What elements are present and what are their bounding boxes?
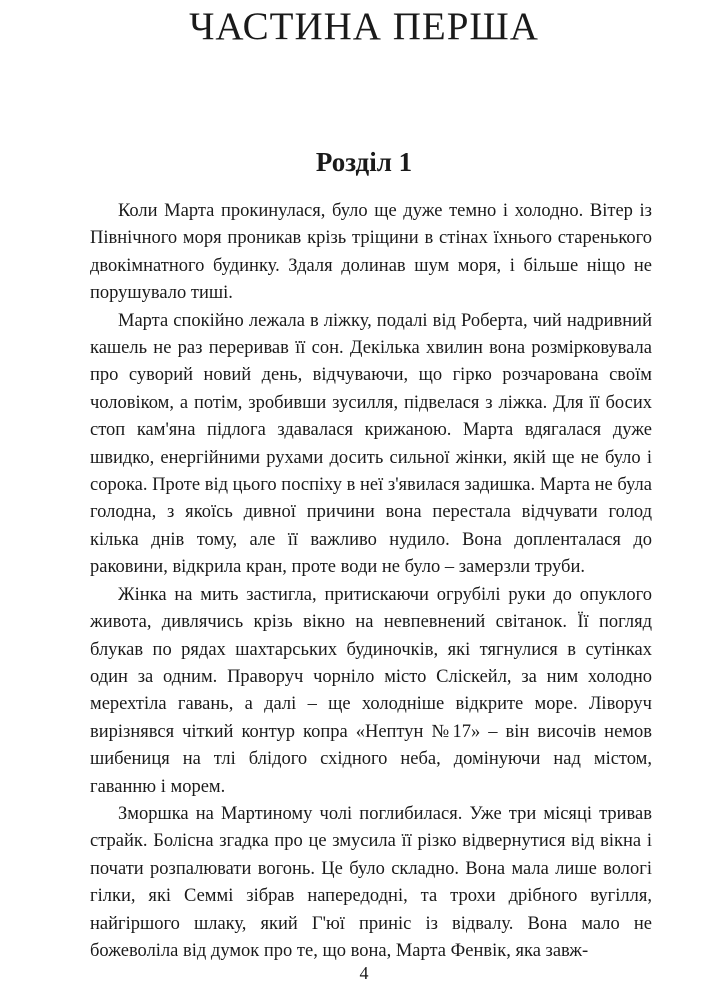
paragraph: Марта спокійно лежала в ліжку, подалі від Роберта, чий надривний кашель не раз переривав її сон. Декілька хвилин вона розмірковувала про суворий новий день, відчуваючи, що гірко розчарована своїм чоловіком, а потім, зробивши зусилля, підвелася з ліжка. Для її босих стоп кам'яна підлога здавалася крижаною. Марта вдягалася дуже швидко, енергійними рухами досить сильної жінки, якій ще не було і сорока. Проте від цього поспіху в неї з'явилася задишка. Марта не була голодна, з якоїсь дивної причини вона перестала відчувати голод кілька днів тому, але її важливо нудило. Вона допленталася до раковини, відкрила кран, проте води не було – замерзли труби.: [90, 310, 652, 578]
paragraph: Зморшка на Мартиному чолі поглибилася. Уже три місяці тривав страйк. Болісна згадка про це змусила її різко відвернутися від вікна і почати розпалювати вогонь. Це було складно. Вона мала лише вологі гілки, які Семмі зібрав напередодні, та трохи дрібного вугілля, найгіршого шлаку, який Г'юї приніс із відвалу. Вона мало не божеволіла від думок про те, що вона, Марта Фенвік, яка завж-: [90, 803, 652, 961]
page-number: 4: [359, 963, 369, 983]
body-text: [90, 198, 652, 965]
part-title: ЧАСТИНА ПЕРША: [189, 5, 539, 48]
paragraph: Жінка на мить застигла, притискаючи огрубілі руки до опуклого живота, дивлячись крізь вікно на невпевнений світанок. Її погляд блукав по рядах шахтарських будиночків, які тягнулися в сутінках один за одним. Праворуч чорніло місто Сліскейл, за ним холодно мерехтіла гавань, а далі – ще холодніше відкрите море. Ліворуч вирізнявся чіткий контур копра «Нептун №17» – він височів немов шибениця на тлі блідого східного неба, домінуючи над містом, гаванню і морем.: [90, 584, 652, 797]
paragraph: Коли Марта прокинулася, було ще дуже темно і холодно. Вітер із Північного моря проникав крізь тріщини в стінах їхнього старенького двокімнатного будинку. Здаля долинав шум моря, і більше ніщо не порушувало тиші.: [90, 201, 652, 304]
chapter-title: Розділ 1: [315, 147, 413, 177]
